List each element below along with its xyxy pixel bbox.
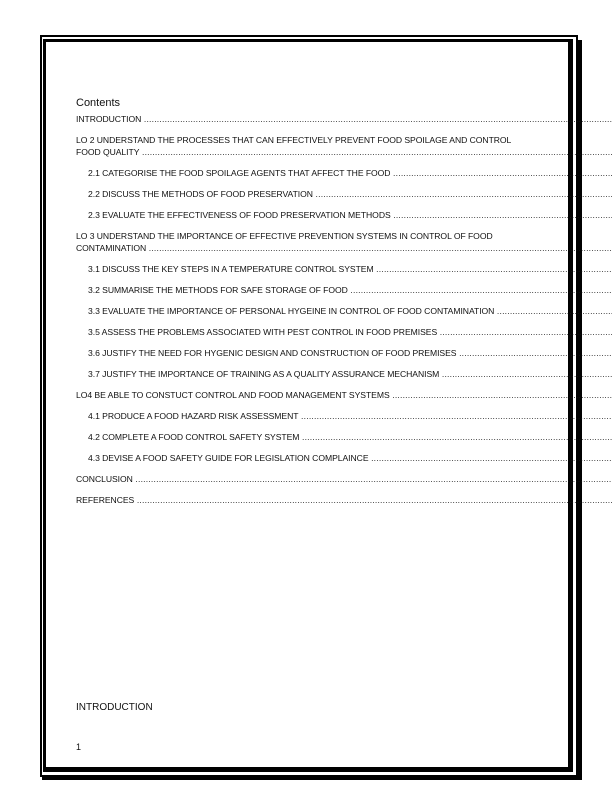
toc-entry-text: 3.5 ASSESS THE PROBLEMS ASSOCIATED WITH PEST CONTROL IN FOOD PREMISES ..... [88, 326, 612, 338]
toc-entry-text: FOOD QUALITY ..... [76, 146, 612, 158]
toc-entry[interactable] [76, 230, 612, 254]
toc-entry[interactable] [76, 494, 612, 506]
toc-entry-text: REFERENCES ..... [76, 494, 612, 506]
toc-entry[interactable] [76, 410, 612, 422]
toc-entry[interactable] [76, 347, 612, 359]
toc-heading: Contents [76, 97, 121, 109]
toc-entry-text: 4.1 PRODUCE A FOOD HAZARD RISK ASSESSMENT ..... [88, 410, 612, 422]
toc-entry-text: 3.3 EVALUATE THE IMPORTANCE OF PERSONAL HYGEINE IN CONTROL OF FOOD CONTAMINATION ..... [88, 305, 612, 317]
toc-entry-text: 3.1 DISCUSS THE KEY STEPS IN A TEMPERATURE CONTROL SYSTEM ..... [88, 263, 612, 275]
toc-entry[interactable] [76, 284, 612, 296]
toc-entry-text: 4.3 DEVISE A FOOD SAFETY GUIDE FOR LEGISLATION COMPLAINCE ..... [88, 452, 612, 464]
toc-entry[interactable] [76, 305, 612, 317]
toc-entry-text: 4.2 COMPLETE A FOOD CONTROL SAFETY SYSTEM ..... [88, 431, 612, 443]
toc-entry[interactable] [76, 188, 612, 200]
toc-entry-text: 2.2 DISCUSS THE METHODS OF FOOD PRESERVATION ..... [88, 188, 612, 200]
toc-entry-text: 3.7 JUSTIFY THE IMPORTANCE OF TRAINING AS A QUALITY ASSURANCE MECHANISM ..... [88, 368, 612, 380]
toc-entry[interactable] [76, 263, 612, 275]
page-number: 1 [76, 742, 82, 752]
toc-entry-text: LO4 BE ABLE TO CONSTUCT CONTROL AND FOOD MANAGEMENT SYSTEMS ..... [76, 389, 612, 401]
table-of-contents [76, 113, 612, 506]
toc-entry-text: 3.6 JUSTIFY THE NEED FOR HYGENIC DESIGN AND CONSTRUCTION OF FOOD PREMISES ..... [88, 347, 612, 359]
toc-entry[interactable] [76, 113, 612, 125]
toc-entry[interactable] [76, 473, 612, 485]
toc-entry-text: 3.2 SUMMARISE THE METHODS FOR SAFE STORAGE OF FOOD ..... [88, 284, 612, 296]
section-heading-introduction: INTRODUCTION [76, 702, 153, 713]
toc-entry[interactable] [76, 134, 612, 158]
page-border-shadow-bottom [42, 776, 582, 780]
toc-entry[interactable] [76, 209, 612, 221]
toc-entry[interactable] [76, 452, 612, 464]
toc-entry-text: CONTAMINATION ..... [76, 242, 612, 254]
toc-entry[interactable] [76, 326, 612, 338]
toc-entry[interactable] [76, 167, 612, 179]
toc-entry-text: LO 2 UNDERSTAND THE PROCESSES THAT CAN EFFECTIVELY PREVENT FOOD SPOILAGE AND CONTROL [76, 135, 512, 145]
toc-entry-text: 2.3 EVALUATE THE EFFECTIVENESS OF FOOD PRESERVATION METHODS ..... [88, 209, 612, 221]
toc-entry-text: INTRODUCTION ..... [76, 113, 612, 125]
toc-entry[interactable] [76, 431, 612, 443]
toc-entry-text: LO 3 UNDERSTAND THE IMPORTANCE OF EFFECTIVE PREVENTION SYSTEMS IN CONTROL OF FOOD [76, 231, 493, 241]
toc-entry-text: CONCLUSION ..... [76, 473, 612, 485]
toc-entry-text: 2.1 CATEGORISE THE FOOD SPOILAGE AGENTS THAT AFFECT THE FOOD ..... [88, 167, 612, 179]
toc-entry[interactable] [76, 389, 612, 401]
toc-entry[interactable] [76, 368, 612, 380]
